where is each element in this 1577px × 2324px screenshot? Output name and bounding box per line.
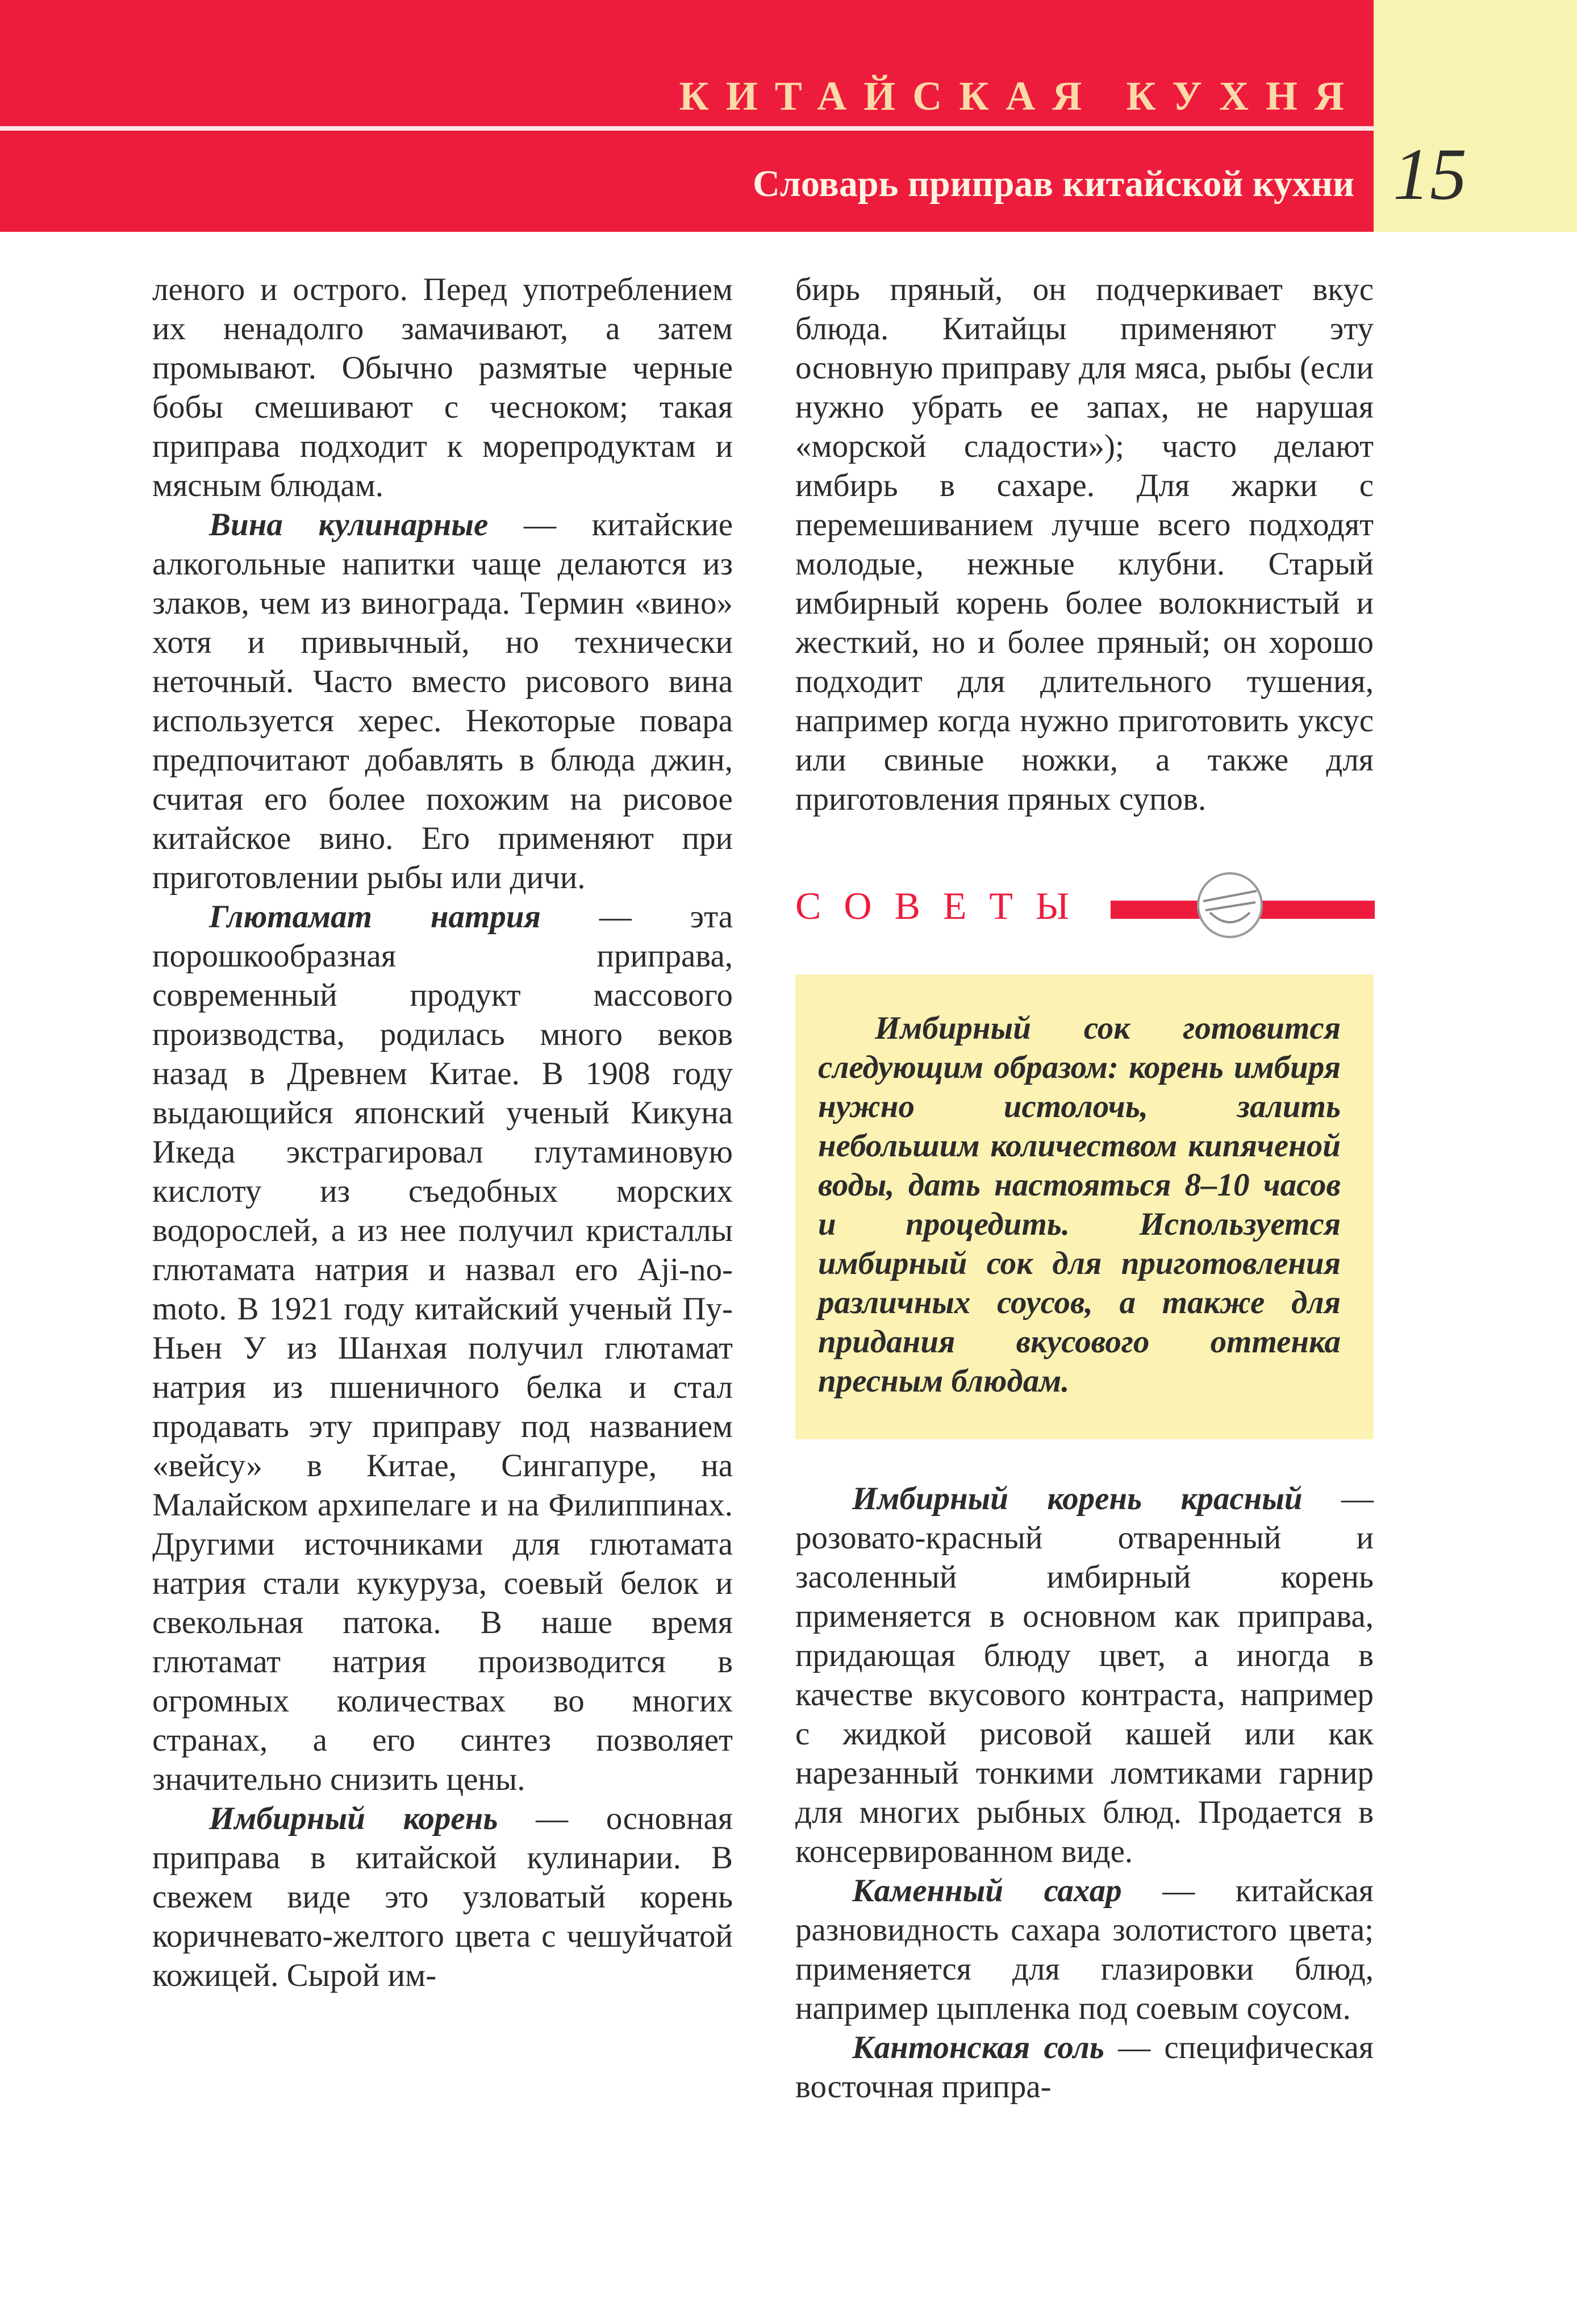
section-title: КИТАЙСКАЯ КУХНЯ (679, 73, 1361, 119)
paragraph-msg (152, 897, 733, 1799)
header-divider (0, 126, 1374, 131)
paragraph: леного и острого. Перед употреблением их ненадолго замачивают, а затем промывают. Обычно размятые черные бобы смешивают с чесноком; такая приправа подходит к морепродуктам и мясным блюдам. (152, 272, 733, 503)
paragraph: бирь пряный, он подчеркивает вкус блюда. Китайцы применяют эту основную приправу для мяса, рыбы (если нужно убрать ее запах, не нарушая «морской сладости»); часто делают имбирь в сахаре. Для жарки с перемешиванием лучше всего подходят молодые, нежные клубни. Старый имбирный корень более волокнистый и жесткий, но и более пряный; он хорошо подходит для длительного тушения, например когда нужно приготовить уксус или свиные ножки, а также для приготовления пряных супов. (795, 272, 1374, 817)
definition-wines: — китайские алкогольные напитки чаще делаются из злаков, чем из винограда. Термин «вино» хотя и привычный, но технически неточный. Часто вместо рисового вина используется херес. Некоторые повара предпочитают добавлять в блюда джин, считая его более похожим на рисовое китайское вино. Его применяют при приготовлении рыбы или дичи. (152, 507, 733, 896)
term-rock-sugar: Каменный сахар (852, 1873, 1122, 1909)
paragraph-canton-salt (795, 2028, 1374, 2106)
definition-rock-sugar: — китайская разновидность сахара золотистого цвета; применяется для глазировки блюд, например цыпленка под соевым соусом. (795, 1873, 1374, 2026)
definition-red-ginger: — розовато-красный отваренный и засоленный имбирный корень применяется в основном как приправа, придающая блюду цвет, а иногда в качестве вкусового контраста, например с жидкой рисовой кашей или как нарезанный тонкими ломтиками гарнир для многих рыбных блюд. Продается в консервированном виде. (795, 1481, 1374, 1869)
term-red-ginger: Имбирный корень красный (852, 1481, 1303, 1517)
term-ginger: Имбирный корень (209, 1801, 498, 1836)
paragraph-red-ginger (795, 1479, 1374, 1871)
tip-text (818, 1009, 1341, 1401)
tips-heading (795, 884, 1375, 935)
definition-canton-salt: — специфическая восточная припра- (795, 2030, 1374, 2105)
term-canton-salt: Кантонская соль (852, 2030, 1104, 2065)
left-column (152, 270, 733, 1995)
term-msg: Глютамат натрия (209, 899, 541, 935)
subsection-title: Словарь приправ китайской кухни (753, 163, 1354, 205)
definition-ginger: — основная приправа в китайской кулинарии. В свежем виде это узловатый корень коричневато-желтого цвета с чешуйчатой кожицей. Сырой им- (152, 1801, 733, 1993)
definition-msg: — эта порошкообразная приправа, современный продукт массового производства, родилась много веков назад в Древнем Китае. В 1908 году выдающийся японский ученый Кикуна Икеда экстрагировал глутаминовую кислоту из съедобных морских водорослей, а из нее получил кристаллы глютамата натрия и назвал его Aji-no-moto. В 1921 году китайский ученый Пу-Ньен У из Шанхая получил глютамат натрия из пшеничного белка и стал продавать эту приправу под названием «вейсу» в Китае, Сингапуре, на Малайском архипелаге и на Филиппинах. Другими источниками для глютамата натрия стали кукуруза, соевый белок и свекольная патока. В наше время глютамат натрия производится в огромных количествах во многих странах, а его синтез позволяет значительно снизить цены. (152, 899, 733, 1797)
tip-paragraph: Имбирный сок готовится следующим образом: корень имбиря нужно истолочь, залить небольшим количеством кипяченой воды, дать настояться 8–10 часов и процедить. Используется имбирный сок для приготовления различных соусов, а также для придания вкусового оттенка пресным блюдам. (818, 1010, 1341, 1399)
term-wines: Вина кулинарные (209, 507, 489, 543)
paragraph-ginger (152, 1799, 733, 1995)
tips-label: СОВЕТЫ (795, 884, 1092, 927)
right-column-bottom (795, 1479, 1374, 2106)
paragraph-rock-sugar (795, 1871, 1374, 2028)
right-column-top (795, 270, 1374, 819)
chopsticks-bowl-icon (1193, 868, 1267, 942)
page-number: 15 (1393, 134, 1467, 215)
paragraph-wines (152, 505, 733, 897)
